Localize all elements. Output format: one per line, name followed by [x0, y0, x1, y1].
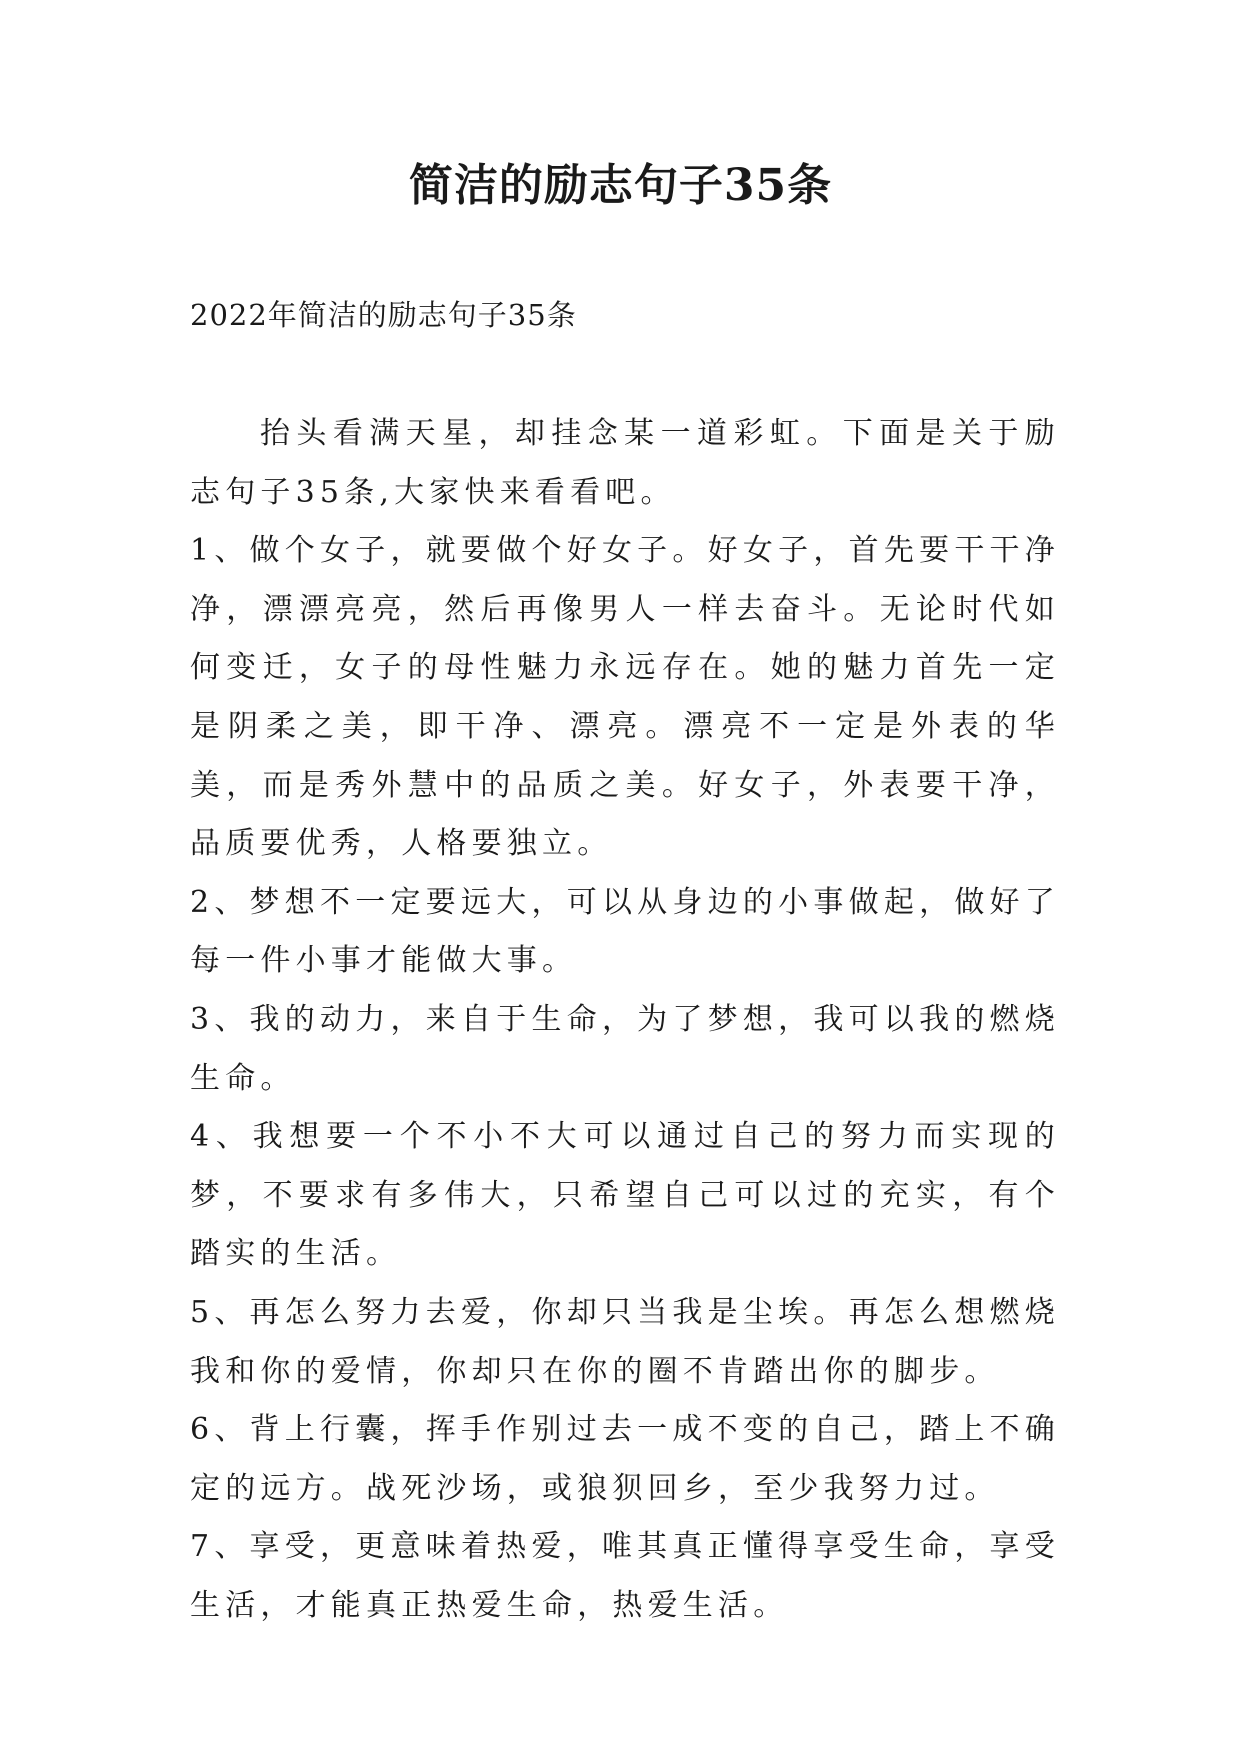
- list-item: 5、再怎么努力去爱，你却只当我是尘埃。再怎么想燃烧我和你的爱情，你却只在你的圈不肯踏出你的脚步。: [190, 1294, 1060, 1389]
- list-item: 6、背上行囊，挥手作别过去一成不变的自己，踏上不确定的远方。战死沙场，或狼狈回乡，至少我努力过。: [190, 1412, 1060, 1506]
- intro-paragraph: 抬头看满天星，却挂念某一道彩虹。下面是关于励志句子35条,大家快来看看吧。: [190, 416, 1060, 510]
- list-item: 2、梦想不一定要远大，可以从身边的小事做起，做好了每一件小事才能做大事。: [190, 884, 1060, 979]
- document-subtitle: 2022年简洁的励志句子35条: [190, 298, 577, 332]
- document-body: [190, 405, 1060, 1635]
- list-item: 1、做个女子，就要做个好女子。好女子，首先要干干净净，漂漂亮亮，然后再像男人一样去奋斗。无论时代如何变迁，女子的母性魅力永远存在。她的魅力首先一定是阴柔之美，即干净、漂亮。漂亮不一定是外表的华美，而是秀外慧中的品质之美。好女子，外表要干净，品质要优秀，人格要独立。: [190, 533, 1060, 862]
- list-item: 7、享受，更意味着热爱，唯其真正懂得享受生命，享受生活，才能真正热爱生命，热爱生活。: [190, 1529, 1060, 1623]
- document-title: 简洁的励志句子35条: [408, 160, 833, 211]
- list-item: 4、我想要一个不小不大可以通过自己的努力而实现的梦，不要求有多伟大，只希望自己可以过的充实，有个踏实的生活。: [190, 1119, 1060, 1272]
- list-item: 3、我的动力，来自于生命，为了梦想，我可以我的燃烧生命。: [190, 1001, 1060, 1096]
